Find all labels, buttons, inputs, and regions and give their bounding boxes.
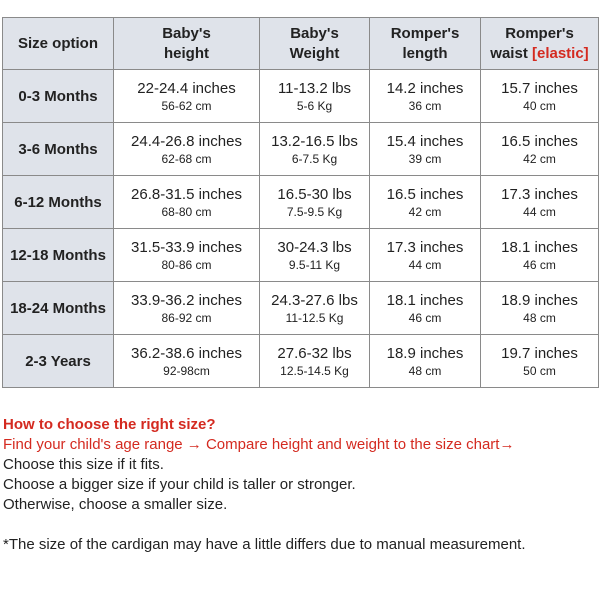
header-romper-length bbox=[370, 18, 481, 70]
height-cm: 62-68 cm bbox=[161, 151, 212, 166]
table-row bbox=[3, 70, 599, 123]
weight-cell bbox=[260, 335, 370, 388]
waist-inches: 18.1 inches bbox=[501, 238, 578, 256]
waist-cell bbox=[481, 282, 599, 335]
length-cell bbox=[370, 176, 481, 229]
header-size-option bbox=[3, 18, 114, 70]
length-cell bbox=[370, 282, 481, 335]
size-option-cell: 12-18 Months bbox=[3, 229, 114, 282]
table-row bbox=[3, 123, 599, 176]
weight-cell bbox=[260, 176, 370, 229]
size-option-cell: 3-6 Months bbox=[3, 123, 114, 176]
weight-lbs: 24.3-27.6 lbs bbox=[271, 291, 358, 309]
weight-lbs: 11-13.2 lbs bbox=[277, 79, 352, 97]
height-inches: 26.8-31.5 inches bbox=[131, 185, 242, 203]
size-option-cell: 0-3 Months bbox=[3, 70, 114, 123]
weight-kg: 6-7.5 Kg bbox=[291, 151, 338, 166]
size-option-cell: 2-3 Years bbox=[3, 335, 114, 388]
waist-cm: 46 cm bbox=[523, 257, 556, 272]
header-romper-length-line1: Romper's bbox=[390, 24, 460, 42]
measurement-footnote: *The size of the cardigan may have a little differs due to manual measurement. bbox=[3, 536, 526, 553]
weight-lbs: 16.5-30 lbs bbox=[277, 185, 352, 203]
header-baby-weight-line2: Weight bbox=[289, 44, 340, 62]
header-romper-waist-word: waist bbox=[490, 44, 528, 62]
height-inches: 22-24.4 inches bbox=[137, 79, 236, 97]
weight-cell bbox=[260, 70, 370, 123]
weight-lbs: 30-24.3 lbs bbox=[277, 238, 352, 256]
size-option-cell: 6-12 Months bbox=[3, 176, 114, 229]
height-cell bbox=[114, 176, 260, 229]
height-cm: 56-62 cm bbox=[161, 98, 212, 113]
weight-kg: 5-6 Kg bbox=[296, 98, 333, 113]
header-baby-height-line1: Baby's bbox=[162, 24, 211, 42]
height-inches: 33.9-36.2 inches bbox=[131, 291, 242, 309]
header-row bbox=[3, 18, 599, 70]
height-cm: 86-92 cm bbox=[161, 310, 212, 325]
height-inches: 31.5-33.9 inches bbox=[131, 238, 242, 256]
header-romper-waist-line2 bbox=[481, 44, 598, 64]
header-size-option-label: Size option bbox=[18, 34, 98, 52]
waist-cm: 48 cm bbox=[523, 310, 556, 325]
notes-line-fits: Choose this size if it fits. bbox=[3, 456, 164, 473]
notes-line-smaller: Otherwise, choose a smaller size. bbox=[3, 496, 228, 513]
height-cm: 68-80 cm bbox=[161, 204, 212, 219]
table-row bbox=[3, 282, 599, 335]
length-cm: 44 cm bbox=[408, 257, 442, 272]
size-guide-notes bbox=[3, 415, 597, 555]
waist-cell bbox=[481, 335, 599, 388]
table-row bbox=[3, 335, 599, 388]
waist-cell bbox=[481, 123, 599, 176]
waist-cell bbox=[481, 176, 599, 229]
header-romper-waist bbox=[481, 18, 599, 70]
waist-cm: 44 cm bbox=[523, 204, 556, 219]
height-cell bbox=[114, 335, 260, 388]
header-baby-weight bbox=[260, 18, 370, 70]
waist-cell bbox=[481, 229, 599, 282]
waist-cm: 42 cm bbox=[523, 151, 556, 166]
weight-cell bbox=[260, 229, 370, 282]
notes-line-bigger: Choose a bigger size if your child is taller or stronger. bbox=[3, 476, 356, 493]
header-romper-length-line2: length bbox=[402, 44, 448, 62]
notes-heading: How to choose the right size? bbox=[3, 416, 216, 433]
waist-inches: 16.5 inches bbox=[501, 132, 578, 150]
length-cm: 39 cm bbox=[408, 151, 442, 166]
height-cell bbox=[114, 123, 260, 176]
size-chart-body bbox=[3, 70, 599, 388]
table-row bbox=[3, 229, 599, 282]
waist-inches: 17.3 inches bbox=[501, 185, 578, 203]
table-row bbox=[3, 176, 599, 229]
length-cm: 46 cm bbox=[408, 310, 442, 325]
size-chart-header bbox=[3, 18, 599, 70]
length-cell bbox=[370, 229, 481, 282]
notes-steps: Find your child's age range → Compare height and weight to the size chart→ bbox=[3, 436, 515, 453]
header-romper-waist-line1: Romper's bbox=[505, 24, 574, 42]
height-cell bbox=[114, 282, 260, 335]
length-inches: 14.2 inches bbox=[386, 79, 464, 97]
height-inches: 24.4-26.8 inches bbox=[131, 132, 242, 150]
height-inches: 36.2-38.6 inches bbox=[131, 344, 242, 362]
weight-kg: 7.5-9.5 Kg bbox=[286, 204, 343, 219]
weight-kg: 11-12.5 Kg bbox=[285, 310, 344, 325]
height-cell bbox=[114, 229, 260, 282]
header-baby-height-line2: height bbox=[164, 44, 209, 62]
weight-cell bbox=[260, 123, 370, 176]
weight-lbs: 13.2-16.5 lbs bbox=[271, 132, 358, 150]
size-option-cell: 18-24 Months bbox=[3, 282, 114, 335]
waist-cm: 40 cm bbox=[523, 98, 556, 113]
length-cm: 42 cm bbox=[408, 204, 442, 219]
header-baby-height bbox=[114, 18, 260, 70]
length-cm: 36 cm bbox=[408, 98, 442, 113]
length-inches: 17.3 inches bbox=[386, 238, 464, 256]
weight-kg: 9.5-11 Kg bbox=[288, 257, 341, 272]
length-cell bbox=[370, 70, 481, 123]
length-cell bbox=[370, 335, 481, 388]
length-inches: 16.5 inches bbox=[386, 185, 464, 203]
size-chart-table bbox=[2, 17, 599, 388]
header-baby-weight-line1: Baby's bbox=[290, 24, 339, 42]
weight-kg: 12.5-14.5 Kg bbox=[280, 363, 349, 378]
weight-lbs: 27.6-32 lbs bbox=[277, 344, 352, 362]
header-elastic-note: [elastic] bbox=[531, 44, 589, 62]
waist-cell bbox=[481, 70, 599, 123]
waist-inches: 18.9 inches bbox=[501, 291, 578, 309]
waist-inches: 19.7 inches bbox=[501, 344, 578, 362]
length-cm: 48 cm bbox=[408, 363, 442, 378]
waist-inches: 15.7 inches bbox=[501, 79, 578, 97]
height-cm: 92-98cm bbox=[163, 363, 210, 378]
length-inches: 18.1 inches bbox=[386, 291, 464, 309]
waist-cm: 50 cm bbox=[523, 363, 556, 378]
weight-cell bbox=[260, 282, 370, 335]
height-cell bbox=[114, 70, 260, 123]
length-inches: 15.4 inches bbox=[386, 132, 464, 150]
length-inches: 18.9 inches bbox=[386, 344, 464, 362]
height-cm: 80-86 cm bbox=[161, 257, 212, 272]
length-cell bbox=[370, 123, 481, 176]
